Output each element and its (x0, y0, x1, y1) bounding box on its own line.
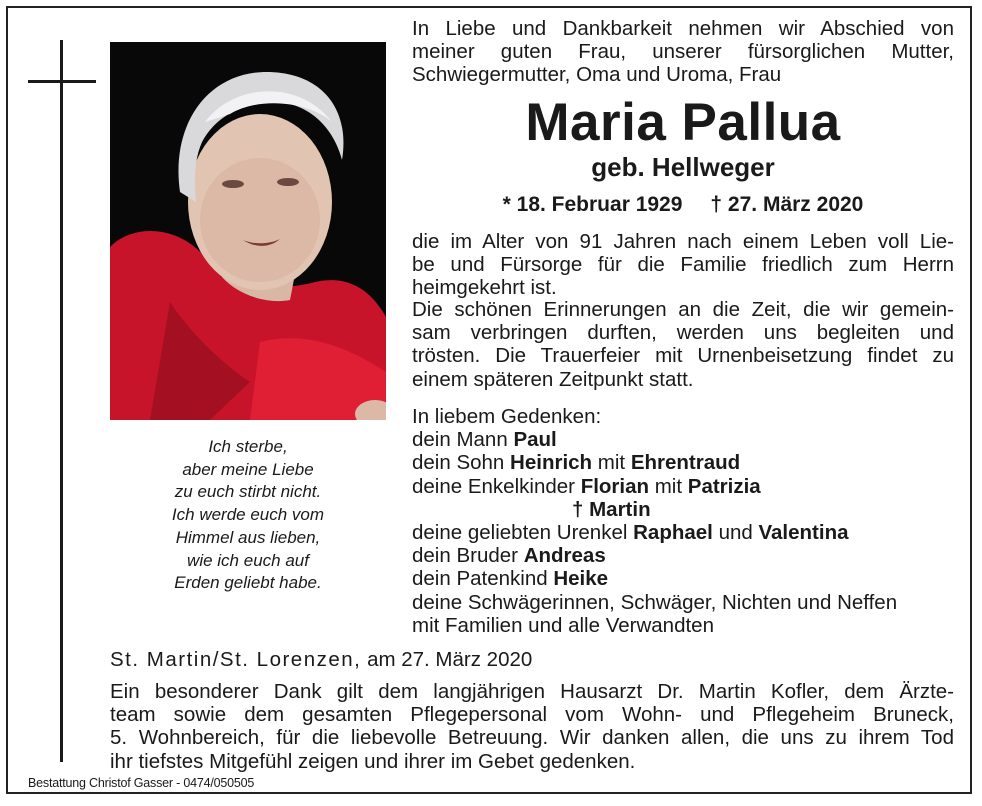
intro-line: Schwiegermutter, Oma und Uroma, Frau (412, 63, 782, 87)
mourner-name: Heike (553, 567, 609, 591)
mourner-relation: dein Sohn (412, 451, 505, 475)
mourner-relation: deine Enkelkinder (412, 474, 575, 498)
poem-line: aber meine Liebe (182, 459, 314, 479)
mourner-name: Patrizia (687, 474, 761, 498)
thanks-paragraph (110, 680, 954, 773)
poem-line: Erden geliebt habe. (174, 573, 322, 593)
mourner-son (412, 451, 972, 474)
paragraph-line: heimgekehrt ist. (412, 276, 557, 300)
paragraph-life (412, 230, 954, 300)
paragraph-memories (412, 298, 954, 391)
cross-horizontal-bar (28, 80, 96, 83)
paragraph-line: be und Fürsorge für die Familie friedlich zum Herrn (412, 253, 954, 277)
paragraph-line: sam verbringen durften, werden uns begleiten und (412, 321, 954, 345)
mourner-godchild (412, 567, 972, 590)
mourner-name: Heinrich (510, 451, 593, 475)
portrait-photo (110, 42, 386, 420)
intro-line: meiner guten Frau, unserer fürsorglichen Mutter, (412, 40, 954, 64)
mourner-relation: deine geliebten Urenkel (412, 521, 628, 545)
life-dates (412, 192, 954, 218)
mourner-name: Ehrentraud (630, 451, 741, 475)
mourner-name: Paul (513, 428, 557, 452)
poem-line: Ich sterbe, (208, 437, 288, 456)
mourner-relation: dein Bruder (412, 544, 518, 568)
paragraph-line: einem späteren Zeitpunkt statt. (412, 367, 694, 391)
mourner-connector: und (718, 521, 753, 545)
mourner-relation: dein Mann (412, 428, 508, 452)
intro-line: In Liebe und Dankbarkeit nehmen wir Abschied von (412, 17, 954, 40)
mourner-connector: mit (597, 451, 626, 475)
mourner-name: Valentina (758, 521, 849, 545)
poem-line: Ich werde euch vom (171, 505, 325, 525)
mourner-in-laws: deine Schwägerinnen, Schwäger, Nichten und Neffen (412, 590, 898, 614)
cross-vertical-bar (60, 40, 63, 762)
paragraph-line: trösten. Die Trauerfeier mit Urnenbeisetzung findet zu (412, 344, 954, 368)
mourner-name: Florian (580, 474, 650, 498)
mourner-families: mit Familien und alle Verwandten (412, 613, 714, 637)
birth-date: * 18. Februar 1929 (502, 193, 683, 216)
poem-line: wie ich euch auf (187, 550, 309, 570)
deceased-name: Maria Pallua (525, 93, 841, 152)
thanks-line: 5. Wohnbereich, für die liebevolle Betreuung. Wir danken allen, die uns zu ihrem Tod (110, 726, 954, 750)
mourner-name: Andreas (523, 544, 606, 568)
intro-text (412, 17, 954, 87)
mourner-deceased-grandchild: † Martin (572, 497, 651, 521)
place-date: am 27. März 2020 (367, 648, 533, 671)
portrait-illustration (110, 42, 386, 420)
thanks-line: ihr tiefstes Mitgefühl zeigen und ihrer im Gebet gedenken. (110, 749, 636, 773)
poem-line: zu euch stirbt nicht. (174, 482, 322, 502)
place-and-date (110, 648, 532, 672)
poem (110, 436, 386, 595)
thanks-line: team sowie dem gesamten Pflegepersonal vom Wohn- und Pflegeheim Bruneck, (110, 703, 954, 727)
mourners-list (412, 405, 972, 637)
mourner-brother (412, 544, 972, 567)
place-location: St. Martin/St. Lorenzen, (110, 648, 362, 671)
mourner-grandchildren (412, 475, 972, 498)
mourner-connector: mit (654, 474, 683, 498)
paragraph-line: die im Alter von 91 Jahren nach einem Leben voll Lie- (412, 230, 954, 253)
mourner-relation: dein Patenkind (412, 567, 548, 591)
mourner-name: Raphael (633, 521, 713, 545)
poem-line: Himmel aus lieben, (175, 527, 321, 547)
paragraph-line: Die schönen Erinnerungen an die Zeit, die wir gemein- (412, 298, 954, 321)
mourners-heading: In liebem Gedenken: (412, 405, 602, 428)
undertaker-credit: Bestattung Christof Gasser - 0474/050505 (28, 776, 255, 790)
death-date: † 27. März 2020 (710, 193, 864, 216)
maiden-name: geb. Hellweger (591, 152, 775, 182)
mourner-great-grandchildren (412, 521, 972, 544)
thanks-line: Ein besonderer Dank gilt dem langjährigen Hausarzt Dr. Martin Kofler, dem Ärzte- (110, 680, 954, 703)
mourner-husband (412, 428, 972, 451)
